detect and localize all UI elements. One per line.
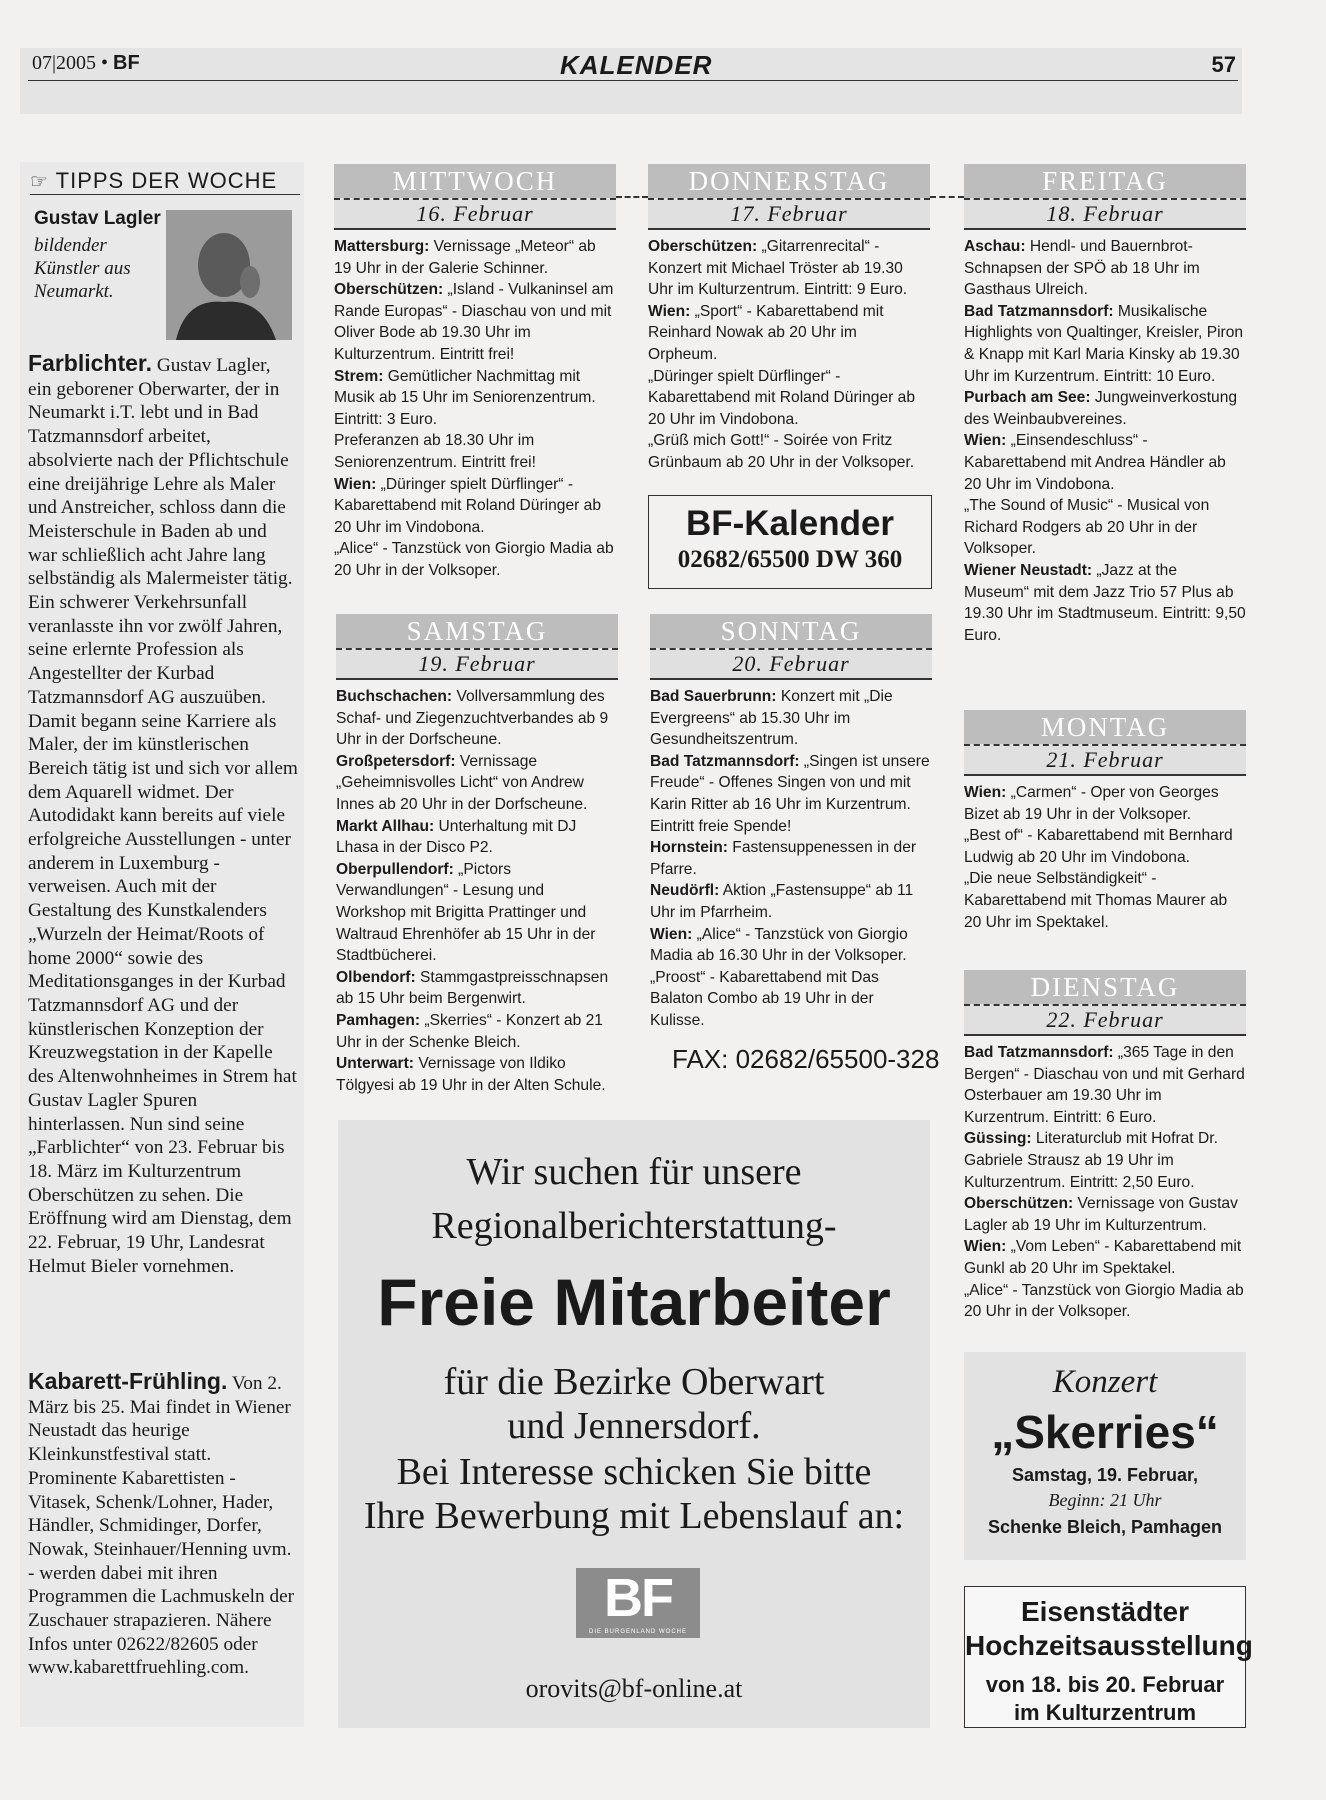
event-location: Oberpullendorf: [336, 860, 454, 878]
page-number: 57 [1211, 52, 1236, 77]
day-date: 18. Februar [964, 198, 1246, 230]
wedding-fair-dates [965, 1671, 1245, 1727]
section-title: KALENDER [560, 50, 713, 80]
event-text: „Düringer spielt Dürflinger“ - Kabarettabend mit Roland Düringer ab 20 Uhr im Vindobona. [648, 367, 915, 428]
wedding-fair-title-line: Eisenstädter [1020, 1596, 1190, 1627]
event-location: Oberschützen: [648, 238, 758, 255]
day-block-montag [964, 710, 1246, 933]
ad-email[interactable]: orovits@bf-online.at [525, 1674, 743, 1703]
ad-headline: Freie Mitarbeiter [377, 1265, 891, 1339]
ad-line: Bei Interesse schicken Sie bitte [396, 1451, 872, 1493]
person-description: bildender Künstler aus Neumarkt. [34, 235, 131, 302]
bf-logo-text: BF [604, 1568, 672, 1628]
bullet: • [101, 52, 109, 74]
event-text: Preferanzen ab 18.30 Uhr im Seniorenzentrum. Eintritt frei! [334, 432, 536, 471]
event-entry [648, 236, 930, 301]
event-location: Mattersburg: [334, 238, 430, 255]
event-entry [650, 686, 932, 751]
event-list [964, 782, 1246, 933]
job-advertisement [338, 1120, 930, 1728]
day-date: 19. Februar [336, 648, 618, 680]
day-date: 20. Februar [650, 648, 932, 680]
day-block-sonntag [650, 614, 932, 1032]
day-date: 21. Februar [964, 744, 1246, 776]
event-entry [650, 880, 932, 923]
event-location: Wien: [964, 1238, 1007, 1256]
event-location: Großpetersdorf: [336, 752, 456, 770]
tips-heading [30, 168, 277, 194]
wedding-fair-title [965, 1595, 1253, 1663]
event-list [964, 1042, 1246, 1323]
day-date: 16. Februar [334, 198, 616, 230]
event-text: „Island - Vulkaninsel am Rande Europas“ - Diaschau von und mit Oliver Bode ab 19.30 Uhr im Kulturzentrum. Eintritt frei! [334, 281, 614, 363]
event-text: „Die neue Selbständigkeit“ - Kabarettabend mit Thomas Maurer ab 20 Uhr im Spektakel. [964, 870, 1228, 931]
event-text: „The Sound of Music“ - Musical von Richard Rodgers ab 20 Uhr in der Volksoper. [964, 497, 1210, 558]
event-entry [964, 387, 1246, 430]
event-entry [648, 366, 930, 431]
event-entry [964, 236, 1246, 301]
event-entry [336, 816, 618, 859]
event-text: „Einsendeschluss“ - Kabarettabend mit Andrea Händler ab 20 Uhr im Vindobona. [964, 432, 1226, 493]
event-location: Purbach am See: [964, 389, 1091, 407]
event-location: Güssing: [964, 1130, 1032, 1148]
concert-time: Beginn: 21 Uhr [1048, 1490, 1162, 1510]
event-text: „Skerries“ - Konzert ab 21 Uhr in der Schenke Bleich. [336, 1011, 603, 1051]
event-text: „Best of“ - Kabarettabend mit Bernhard Ludwig ab 20 Uhr im Vindobona. [964, 827, 1233, 866]
bf-logo-subtitle: DIE BURGENLAND WOCHE [588, 1629, 687, 1635]
event-location: Oberschützen: [334, 281, 444, 299]
ad-line: für die Bezirke Oberwart [443, 1361, 825, 1403]
event-location: Markt Allhau: [336, 817, 435, 835]
event-text: Vernissage „Meteor“ ab 19 Uhr in der Galerie Schinner. [334, 238, 596, 277]
event-entry [334, 279, 616, 365]
event-text: „Proost“ - Kabarettabend mit Das Balaton Combo ab 19 Uhr in der Kulisse. [650, 968, 879, 1029]
event-entry [334, 538, 616, 581]
event-list [648, 236, 930, 474]
ad-line: Wir suchen für unsere [466, 1151, 802, 1193]
event-text: „Gitarrenrecital“ - Konzert mit Michael Tröster ab 19.30 Uhr im Kulturzentrum. Eintritt: 9 Euro. [648, 238, 908, 299]
wedding-fair-date-line: von 18. bis 20. Februar [985, 1672, 1225, 1697]
day-block-freitag [964, 164, 1246, 646]
event-location: Hornstein: [650, 839, 728, 857]
event-location: Buchschachen: [336, 688, 453, 705]
header-rule [28, 80, 1238, 81]
event-entry [964, 1280, 1246, 1323]
concert-name: „Skerries“ [991, 1406, 1219, 1458]
divider [930, 196, 964, 198]
paragraph-lead: Kabarett-Frühling. [28, 1368, 228, 1394]
event-text: „Alice“ - Tanzstück von Giorgio Madia ab 20 Uhr in der Volksoper. [334, 540, 614, 579]
event-entry [650, 837, 932, 880]
event-text: „Sport“ - Kabarettabend mit Reinhard Nowak ab 20 Uhr im Orpheum. [648, 302, 884, 363]
event-location: Pamhagen: [336, 1011, 421, 1029]
issue-number: 07|2005 [32, 52, 97, 74]
event-entry [336, 1053, 618, 1096]
brand-label: BF [113, 52, 140, 74]
day-name: MITTWOCH [334, 164, 616, 198]
event-entry [334, 236, 616, 279]
paragraph-lead: Farblichter. [28, 350, 152, 376]
event-entry [648, 301, 930, 366]
event-text: Literaturclub mit Hofrat Dr. Gabriele Strausz ab 19 Uhr im Kulturzentrum. Eintritt: 2,50 Euro. [964, 1130, 1218, 1191]
event-text: Aktion „Fastensuppe“ ab 11 Uhr im Pfarrheim. [650, 882, 914, 921]
day-date: 17. Februar [648, 198, 930, 230]
event-location: Neudörfl: [650, 882, 720, 900]
event-text: „Pictors Verwandlungen“ - Lesung und Workshop mit Brigitta Prattinger und Waltraud Ehrenhöfer ab 15 Uhr in der Stadtbücherei. [336, 860, 596, 965]
event-entry [964, 301, 1246, 387]
tips-paragraph-2 [28, 1370, 298, 1680]
event-entry [334, 366, 616, 431]
event-entry [650, 967, 932, 1032]
event-entry [336, 859, 618, 967]
divider [616, 196, 648, 198]
event-text: „Carmen“ - Oper von Georges Bizet ab 19 Uhr in der Volksoper. [964, 784, 1219, 823]
event-location: Wien: [964, 784, 1007, 801]
ad-line: Regionalberichterstattung- [431, 1205, 837, 1247]
day-block-mittwoch [334, 164, 616, 582]
bf-kalender-title: BF-Kalender [685, 504, 895, 543]
ad-line: und Jennersdorf. [507, 1405, 761, 1447]
concert-location: Schenke Bleich, Pamhagen [987, 1517, 1223, 1537]
bf-logo [576, 1568, 700, 1638]
fax-number: FAX: 02682/65500-328 [672, 1044, 940, 1074]
event-entry [964, 1193, 1246, 1236]
event-text: Hendl- und Bauernbrot-Schnapsen der SPÖ ab 18 Uhr im Gasthaus Ulreich. [964, 238, 1200, 299]
event-text: Vernissage von Gustav Lagler ab 19 Uhr im Kulturzentrum. [964, 1195, 1238, 1234]
event-entry [964, 825, 1246, 868]
event-text: „Düringer spielt Dürflinger“ - Kabarettabend mit Roland Düringer ab 20 Uhr im Vindobona. [334, 475, 601, 536]
event-entry [648, 430, 930, 473]
day-block-donnerstag [648, 164, 930, 474]
day-name: MONTAG [964, 710, 1246, 744]
tips-heading-text: TIPPS DER WOCHE [55, 168, 278, 193]
event-entry [964, 1042, 1246, 1128]
event-entry [964, 1128, 1246, 1193]
bf-kalender-phone: 02682/65500 DW 360 [677, 546, 903, 573]
day-name: DONNERSTAG [648, 164, 930, 198]
event-entry [964, 1236, 1246, 1279]
event-location: Bad Tatzmannsdorf: [650, 752, 800, 770]
event-text: Vernissage von Ildiko Tölgyesi ab 19 Uhr in der Alten Schule. [336, 1055, 606, 1094]
event-entry [964, 560, 1246, 646]
event-entry [650, 924, 932, 967]
event-text: „Jazz at the Museum“ mit dem Jazz Trio 57 Plus ab 19.30 Uhr im Stadtmuseum. Eintritt: 9,50 Euro. [964, 561, 1246, 644]
wedding-fair-box [964, 1586, 1253, 1728]
concert-box [964, 1352, 1246, 1560]
event-location: Wiener Neustadt: [964, 561, 1093, 579]
event-location: Wien: [964, 432, 1007, 450]
day-name: SONNTAG [650, 614, 932, 648]
event-list [650, 686, 932, 1032]
day-block-dienstag [964, 970, 1246, 1323]
event-location: Oberschützen: [964, 1195, 1074, 1213]
paragraph-text: Gustav Lagler, ein geborener Oberwarter, der in Neumarkt i.T. lebt und in Bad Tatzmannsdorf arbeitet, absolvierte nach der Pflichtschule eine dreijährige Lehre als Maler und Anstreicher, schloss dann die Meisterschule in Baden ab und war schließlich acht Jahre lang selbständig als Malermeister tätig. Ein schwerer Verkehrsunfall veranlasste ihn vor zwölf Jahren, seine erlernte Profession als Angestellter der Kurbad Tatzmannsdorf AG auszuüben. Damit begann seine Karriere als Maler, der im künstlerischen Bereich tätig ist und sich vor allem dem Aquarell widmet. Der Autodidakt kann bereits auf viele erfolgreiche Ausstellungen - unter anderem in Luxemburg - verweisen. Auch mit der Gestaltung des Kunstkalenders „Wurzeln der Heimat/Roots of home 2000“ sowie des Meditationsganges in der Kurbad Tatzmannsdorf AG und der künstlerischen Konzeption der Kreuzwegstation in der Kapelle des Altenwohnheimes in Strem hat Gustav Lagler Spuren hinterlassen. Nun sind seine „Farblichter“ von 23. Februar bis 18. März im Kulturzentrum Oberschützen zu sehen. Die Eröffnung wird am Dienstag, dem 22. Februar, 19 Uhr, Landesrat Helmut Bieler vornehmen. [28, 355, 298, 1277]
event-location: Aschau: [964, 238, 1026, 255]
event-list [334, 236, 616, 582]
issue-label [32, 52, 140, 75]
event-location: Wien: [648, 302, 691, 320]
event-entry [964, 430, 1246, 495]
event-list [336, 686, 618, 1096]
event-location: Bad Sauerbrunn: [650, 688, 777, 705]
event-text: „Alice“ - Tanzstück von Giorgio Madia ab 20 Uhr in der Volksoper. [964, 1281, 1244, 1321]
event-text: „Vom Leben“ - Kabarettabend mit Gunkl ab 20 Uhr im Spektakel. [964, 1238, 1242, 1277]
day-name: SAMSTAG [336, 614, 618, 648]
pointing-hand-icon: ☞ [30, 171, 49, 193]
event-text: „365 Tage in den Bergen“ - Diaschau von und mit Gerhard Osterbauer am 19.30 Uhr im Kurzentrum. Eintritt: 6 Euro. [964, 1044, 1245, 1126]
day-name: FREITAG [964, 164, 1246, 198]
event-location: Olbendorf: [336, 968, 416, 986]
event-entry [964, 495, 1246, 560]
event-entry [650, 751, 932, 837]
ad-line: Ihre Bewerbung mit Lebenslauf an: [363, 1495, 905, 1537]
concert-date: Samstag, 19. Februar, [1011, 1465, 1199, 1485]
event-text: Musikalische Highlights von Qualtinger, Kreisler, Piron & Knapp mit Karl Maria Kinsky ab 19.30 Uhr im Kurzentrum. Eintritt: 10 Euro. [964, 302, 1244, 385]
event-entry [336, 967, 618, 1010]
person-name: Gustav Lagler [34, 208, 161, 229]
event-location: Strem: [334, 367, 384, 385]
event-text: Konzert mit „Die Evergreens“ ab 15.30 Uhr im Gesundheitszentrum. [650, 688, 893, 749]
portrait-photo [166, 210, 292, 340]
event-entry [336, 686, 618, 751]
bf-kalender-box [648, 495, 932, 589]
wedding-fair-title-line: Hochzeitsausstellung [965, 1630, 1253, 1661]
event-text: Jungweinverkostung des Weinbaubvereines. [964, 389, 1238, 428]
day-name: DIENSTAG [964, 970, 1246, 1004]
event-list [964, 236, 1246, 646]
event-text: Vollversammlung des Schaf- und Ziegenzuchtverbandes ab 9 Uhr in der Dorfscheune. [336, 688, 609, 749]
event-location: Wien: [650, 925, 693, 943]
event-text: Vernissage „Geheimnisvolles Licht“ von Andrew Innes ab 20 Uhr in der Dorfscheune. [336, 752, 588, 813]
event-entry [964, 782, 1246, 825]
portrait-image [166, 210, 292, 340]
event-text: Gemütlicher Nachmittag mit Musik ab 15 Uhr im Seniorenzentrum. Eintritt: 3 Euro. [334, 367, 596, 428]
event-location: Bad Tatzmannsdorf: [964, 302, 1114, 320]
event-entry [334, 474, 616, 539]
concert-label: Konzert [1052, 1364, 1158, 1400]
event-text: Unterhaltung mit DJ Lhasa in der Disco P2. [336, 817, 577, 857]
event-text: „Singen ist unsere Freude“ - Offenes Singen von und mit Karin Ritter ab 16 Uhr im Kurzentrum. Eintritt freie Spende! [650, 752, 930, 835]
paragraph-text: Von 2. März bis 25. Mai findet in Wiener Neustadt das heurige Kleinkunstfestival statt. Prominente Kabarettisten - Vitasek, Schenk/Lohner, Hader, Händler, Schmidinger, Dorfer, Nowak, Steinhauer/Henning uvm. - werden dabei mit ihren Programmen die Lachmuskeln der Zuschauer strapazieren. Nähere Infos unter 02622/82605 oder www.kabarettfruehling.com. [28, 1373, 295, 1679]
event-location: Wien: [334, 475, 377, 493]
event-entry [964, 868, 1246, 933]
day-date: 22. Februar [964, 1004, 1246, 1036]
event-text: Fastensuppenessen in der Pfarre. [650, 839, 917, 878]
event-location: Bad Tatzmannsdorf: [964, 1044, 1114, 1061]
event-entry [336, 751, 618, 816]
tips-rule [30, 194, 300, 195]
event-location: Unterwart: [336, 1055, 414, 1073]
wedding-fair-date-line: im Kulturzentrum [1013, 1700, 1197, 1725]
event-text: Stammgastpreisschnapsen ab 15 Uhr beim Bergenwirt. [336, 968, 609, 1008]
tips-paragraph-1 [28, 352, 298, 1278]
event-text: „Grüß mich Gott!“ - Soirée von Fritz Grünbaum ab 20 Uhr in der Volksoper. [648, 432, 915, 471]
event-entry [334, 430, 616, 473]
day-block-samstag [336, 614, 618, 1096]
event-text: „Alice“ - Tanzstück von Giorgio Madia ab 16.30 Uhr in der Volksoper. [650, 925, 908, 965]
event-entry [336, 1010, 618, 1053]
